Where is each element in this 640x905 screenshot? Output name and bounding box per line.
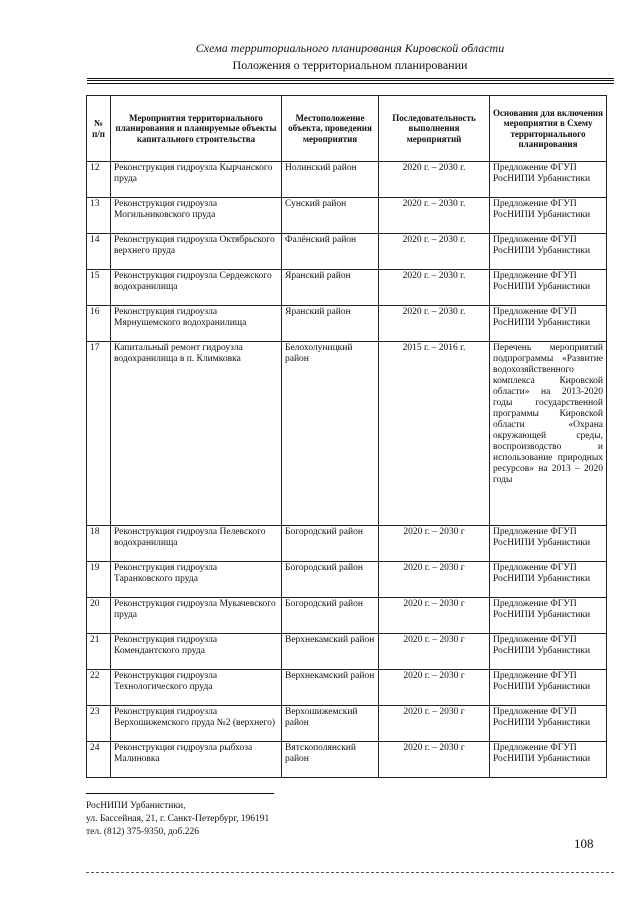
row-period: 2020 г. – 2030 г. bbox=[379, 198, 490, 234]
row-activity: Реконструкция гидроузла Октябрьского верхнего пруда bbox=[111, 234, 282, 270]
table-row bbox=[87, 234, 607, 270]
row-period: 2020 г. – 2030 г bbox=[379, 706, 490, 742]
table-row bbox=[87, 306, 607, 342]
footer-contacts bbox=[86, 800, 269, 839]
row-location: Верхнекамский район bbox=[282, 670, 379, 706]
planning-table bbox=[86, 95, 607, 778]
row-activity: Реконструкция гидроузла Технологического пруда bbox=[111, 670, 282, 706]
row-activity: Реконструкция гидроузла Мукачевского пруда bbox=[111, 598, 282, 634]
row-period: 2020 г. – 2030 г. bbox=[379, 234, 490, 270]
row-location: Богородский район bbox=[282, 598, 379, 634]
row-activity: Реконструкция гидроузла Могильниковского пруда bbox=[111, 198, 282, 234]
row-period: 2020 г. – 2030 г bbox=[379, 598, 490, 634]
row-period: 2020 г. – 2030 г. bbox=[379, 162, 490, 198]
table-header-row bbox=[87, 96, 607, 162]
footer-address: ул. Бассейная, 21, г. Санкт-Петербург, 196191 bbox=[86, 814, 270, 824]
table-row bbox=[87, 526, 607, 562]
row-number: 13 bbox=[87, 198, 111, 234]
column-header-sequence: Последовательность выполнения мероприятий bbox=[379, 96, 490, 162]
row-activity: Реконструкция гидроузла Кырчанского пруда bbox=[111, 162, 282, 198]
row-location: Нолинский район bbox=[282, 162, 379, 198]
row-number: 18 bbox=[87, 526, 111, 562]
row-activity: Реконструкция гидроузла Верхошижемского пруда №2 (верхнего) bbox=[111, 706, 282, 742]
row-location: Богородский район bbox=[282, 526, 379, 562]
row-activity: Реконструкция гидроузла Пелевского водохранилища bbox=[111, 526, 282, 562]
table-row bbox=[87, 598, 607, 634]
row-basis: Предложение ФГУП РосНИПИ Урбанистики bbox=[490, 562, 607, 598]
document-title: Схема территориального планирования Кировской области bbox=[195, 41, 505, 55]
row-period: 2020 г. – 2030 г. bbox=[379, 270, 490, 306]
column-header-number: № п/п bbox=[87, 96, 111, 162]
row-basis: Предложение ФГУП РосНИПИ Урбанистики bbox=[490, 634, 607, 670]
row-basis: Предложение ФГУП РосНИПИ Урбанистики bbox=[490, 742, 607, 778]
row-basis: Предложение ФГУП РосНИПИ Урбанистики bbox=[490, 162, 607, 198]
row-basis: Перечень мероприятий подпрограммы «Развитие водохозяйственного комплекса Кировской области» на 2013-2020 годы государственной программы Кировской области «Охрана окружающей среды, воспроизводство и использование природных ресурсов» на 2013 – 2020 годы bbox=[490, 342, 607, 526]
table-row bbox=[87, 634, 607, 670]
table-row bbox=[87, 198, 607, 234]
row-basis: Предложение ФГУП РосНИПИ Урбанистики bbox=[490, 526, 607, 562]
table-row bbox=[87, 162, 607, 198]
row-number: 17 bbox=[87, 342, 111, 526]
row-basis: Предложение ФГУП РосНИПИ Урбанистики bbox=[490, 270, 607, 306]
row-location: Сунский район bbox=[282, 198, 379, 234]
row-location: Фалёнский район bbox=[282, 234, 379, 270]
header-divider bbox=[87, 78, 614, 84]
row-basis: Предложение ФГУП РосНИПИ Урбанистики bbox=[490, 198, 607, 234]
row-activity: Реконструкция гидроузла Сердежского водохранилища bbox=[111, 270, 282, 306]
table-row bbox=[87, 270, 607, 306]
row-location: Вятскополянский район bbox=[282, 742, 379, 778]
row-location: Белохолуницкий район bbox=[282, 342, 379, 526]
row-period: 2020 г. – 2030 г bbox=[379, 562, 490, 598]
column-header-activity: Мероприятия территориального планирования и планируемые объекты капитального строительства bbox=[111, 96, 282, 162]
row-basis: Предложение ФГУП РосНИПИ Урбанистики bbox=[490, 234, 607, 270]
row-number: 24 bbox=[87, 742, 111, 778]
document-subtitle: Положения о территориальном планировании bbox=[232, 58, 468, 72]
row-activity: Реконструкция гидроузла Таранковского пруда bbox=[111, 562, 282, 598]
row-location: Яранский район bbox=[282, 306, 379, 342]
row-activity: Реконструкция гидроузла рыбхоза Малиновка bbox=[111, 742, 282, 778]
row-location: Яранский район bbox=[282, 270, 379, 306]
table-row bbox=[87, 670, 607, 706]
row-basis: Предложение ФГУП РосНИПИ Урбанистики bbox=[490, 306, 607, 342]
footer-org: РосНИПИ Урбанистики, bbox=[86, 801, 186, 811]
page-number: 108 bbox=[574, 836, 594, 851]
column-header-location: Местоположение объекта, проведения мероприятия bbox=[282, 96, 379, 162]
row-basis: Предложение ФГУП РосНИПИ Урбанистики bbox=[490, 670, 607, 706]
bottom-divider bbox=[86, 872, 614, 873]
row-basis: Предложение ФГУП РосНИПИ Урбанистики bbox=[490, 706, 607, 742]
row-period: 2020 г. – 2030 г bbox=[379, 670, 490, 706]
row-number: 23 bbox=[87, 706, 111, 742]
row-number: 15 bbox=[87, 270, 111, 306]
row-period: 2020 г. – 2030 г bbox=[379, 526, 490, 562]
column-header-basis: Основания для включения мероприятия в Схему территориального планирования bbox=[490, 96, 607, 162]
table-row bbox=[87, 706, 607, 742]
row-number: 21 bbox=[87, 634, 111, 670]
row-period: 2015 г. – 2016 г. bbox=[379, 342, 490, 526]
row-number: 19 bbox=[87, 562, 111, 598]
row-activity: Капитальный ремонт гидроузла водохранилища в п. Климковка bbox=[111, 342, 282, 526]
row-activity: Реконструкция гидроузла Комендантского пруда bbox=[111, 634, 282, 670]
table-row bbox=[87, 742, 607, 778]
footnote-divider bbox=[86, 793, 274, 794]
row-location: Верхошижемский район bbox=[282, 706, 379, 742]
row-period: 2020 г. – 2030 г bbox=[379, 742, 490, 778]
row-number: 22 bbox=[87, 670, 111, 706]
footer-phone: тел. (812) 375-9350, доб.226 bbox=[86, 827, 200, 837]
row-location: Богородский район bbox=[282, 562, 379, 598]
row-basis: Предложение ФГУП РосНИПИ Урбанистики bbox=[490, 598, 607, 634]
row-number: 12 bbox=[87, 162, 111, 198]
row-number: 14 bbox=[87, 234, 111, 270]
row-period: 2020 г. – 2030 г. bbox=[379, 306, 490, 342]
row-period: 2020 г. – 2030 г bbox=[379, 634, 490, 670]
row-number: 20 bbox=[87, 598, 111, 634]
row-location: Верхнекамский район bbox=[282, 634, 379, 670]
row-number: 16 bbox=[87, 306, 111, 342]
table-row bbox=[87, 562, 607, 598]
table-row bbox=[87, 342, 607, 526]
row-activity: Реконструкция гидроузла Мярнушемского водохранилища bbox=[111, 306, 282, 342]
